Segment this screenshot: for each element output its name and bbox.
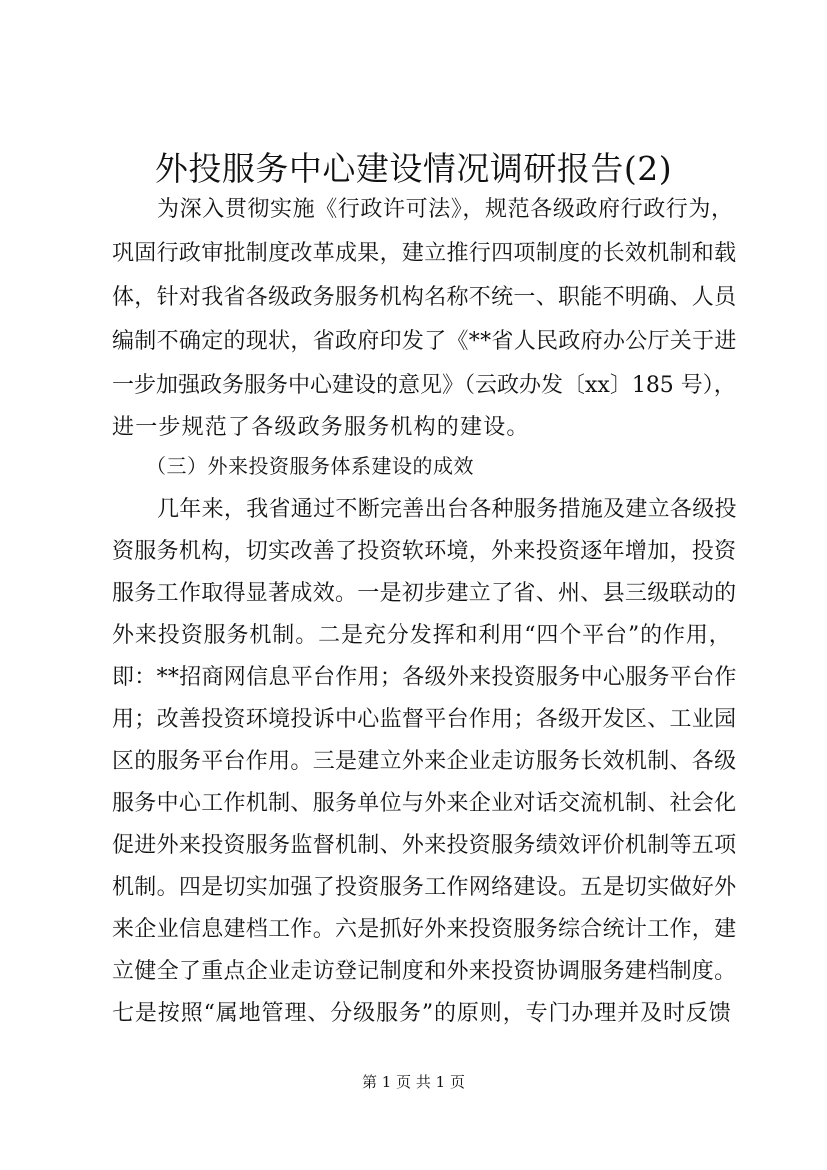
paragraph-line: 来企业信息建档工作。六是抓好外来投资服务综合统计工作，建 [112, 917, 737, 942]
document-title: 外投服务中心建设情况调研报告(2) [154, 149, 673, 188]
paragraph-line: 促进外来投资服务监督机制、外来投资服务绩效评价机制等五项 [112, 833, 737, 858]
paragraph-line: 体，针对我省各级政务服务机构名称不统一、职能不明确、人员 [112, 285, 737, 310]
paragraph-line: 服务中心工作机制、服务单位与外来企业对话交流机制、社会化 [112, 791, 737, 816]
paragraph-line: 即：**招商网信息平台作用；各级外来投资服务中心服务平台作 [112, 665, 737, 690]
paragraph-line: 进一步规范了各级政务服务机构的建设。 [112, 415, 530, 440]
paragraph-line: 为深入贯彻实施《行政许可法》，规范各级政府行政行为， [157, 197, 734, 222]
paragraph-line: 机制。四是切实加强了投资服务工作网络建设。五是切实做好外 [112, 875, 737, 900]
paragraph-line: 外来投资服务机制。二是充分发挥和利用“四个平台”的作用， [112, 623, 732, 648]
paragraph-line: 用；改善投资环境投诉中心监督平台作用；各级开发区、工业园 [112, 707, 737, 732]
paragraph-line: 编制不确定的现状，省政府印发了《**省人民政府办公厅关于进 [112, 329, 737, 354]
paragraph-line: 服务工作取得显著成效。一是初步建立了省、州、县三级联动的 [112, 581, 737, 606]
section-heading: （三）外来投资服务体系建设的成效 [146, 454, 474, 478]
paragraph-line: 一步加强政务服务中心建设的意见》（云政办发〔xx〕185 号）， [112, 373, 736, 398]
page-footer: 第 1 页 共 1 页 [362, 1073, 465, 1091]
paragraph-line: 资服务机构，切实改善了投资软环境，外来投资逐年增加，投资 [112, 539, 737, 564]
paragraph-line: 区的服务平台作用。三是建立外来企业走访服务长效机制、各级 [112, 749, 737, 774]
paragraph-line: 巩固行政审批制度改革成果，建立推行四项制度的长效机制和载 [112, 241, 737, 266]
paragraph-line: 七是按照“属地管理、分级服务”的原则，专门办理并及时反馈 [112, 1001, 732, 1026]
paragraph-line: 几年来，我省通过不断完善出台各种服务措施及建立各级投 [157, 497, 737, 522]
paragraph-line: 立健全了重点企业走访登记制度和外来投资协调服务建档制度。 [112, 959, 737, 984]
